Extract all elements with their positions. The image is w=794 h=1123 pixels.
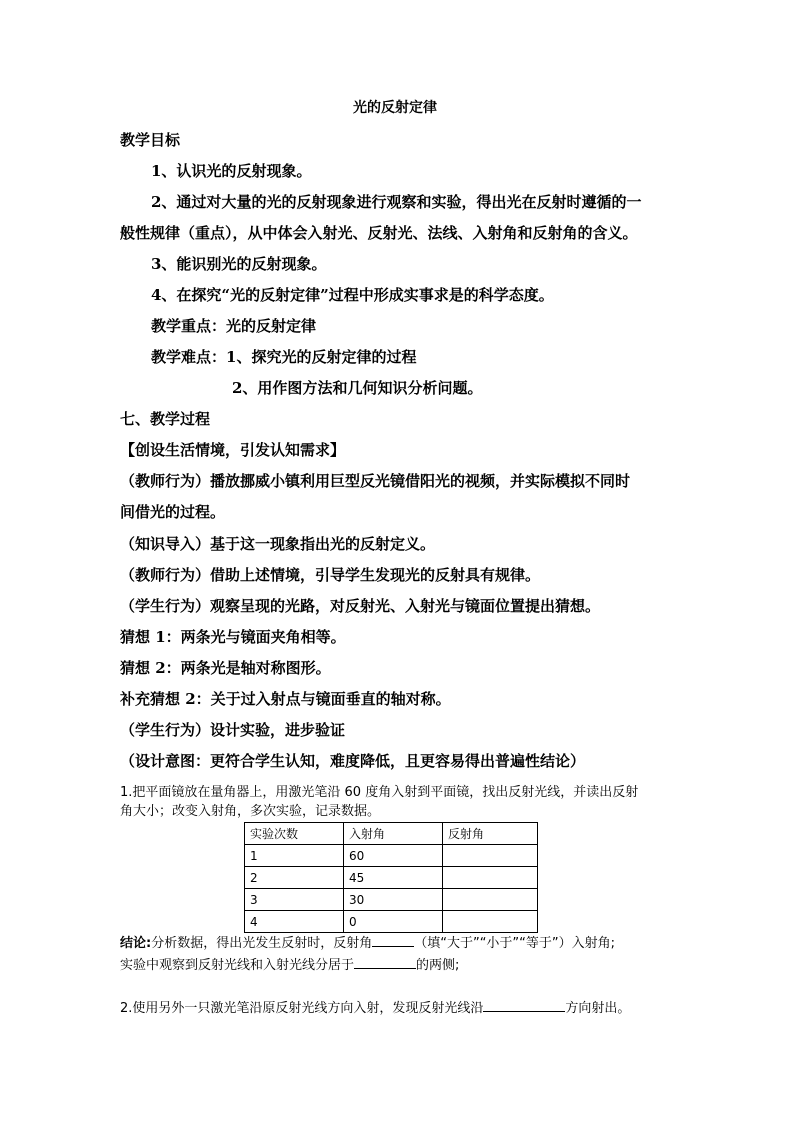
table-cell — [443, 889, 538, 911]
process-line-2: 间借光的过程。 — [120, 503, 226, 521]
conclusion-line-1 — [120, 932, 615, 954]
table-header-cell: 入射角 — [344, 823, 443, 845]
experiment-2-line — [120, 997, 630, 1019]
table-cell: 1 — [245, 845, 344, 867]
process-line-9: （学生行为）设计实验，进步验证 — [120, 721, 346, 739]
table-row — [245, 845, 538, 867]
table-cell: 45 — [344, 867, 443, 889]
table-row — [245, 889, 538, 911]
process-line-4: （教师行为）借助上述情境，引导学生发现光的反射具有规律。 — [120, 566, 541, 584]
design-intent: （设计意图：更符合学生认知，难度降低，且更容易得出普遍性结论） — [120, 752, 586, 770]
answer-blank-1[interactable] — [372, 932, 414, 947]
table-cell: 3 — [245, 889, 344, 911]
conclusion-text-2: （填“大于”“小于”“等于”）入射角; — [414, 936, 616, 951]
guess-2-supplement: 补充猜想 2：关于过入射点与镜面垂直的轴对称。 — [120, 690, 451, 708]
conclusion-line-2 — [120, 954, 459, 976]
objective-2-cont: 般性规律（重点），从中体会入射光、反射光、法线、入射角和反射角的含义。 — [120, 224, 638, 242]
table-cell — [443, 867, 538, 889]
experiment-1-line-1: 1.把平面镜放在量角器上，用激光笔沿 60 度角入射到平面镜，找出反射光线，并读出反射 — [120, 785, 639, 800]
answer-blank-2[interactable] — [354, 954, 416, 969]
process-line-3: （知识导入）基于这一现象指出光的反射定义。 — [120, 535, 436, 553]
table-cell: 0 — [344, 911, 443, 933]
objective-1: 1、认识光的反射现象。 — [151, 162, 312, 180]
process-line-1: （教师行为）播放挪威小镇利用巨型反光镜借阳光的视频，并实际模拟不同时 — [120, 472, 631, 490]
experiment-2-text-1: 2.使用另外一只激光笔沿原反射光线方向入射，发现反射光线沿 — [120, 1001, 484, 1016]
table-cell: 4 — [245, 911, 344, 933]
difficulty-1: 教学难点：1、探究光的反射定律的过程 — [151, 348, 417, 366]
table-row — [245, 867, 538, 889]
table-header-cell: 实验次数 — [245, 823, 344, 845]
table-row — [245, 911, 538, 933]
difficulty-2: 2、用作图方法和几何知识分析问题。 — [232, 379, 483, 397]
table-cell: 2 — [245, 867, 344, 889]
guess-1: 猜想 1：两条光与镜面夹角相等。 — [120, 628, 346, 646]
key-point: 教学重点：光的反射定律 — [151, 317, 317, 335]
answer-blank-3[interactable] — [483, 997, 565, 1012]
document-title: 光的反射定律 — [353, 100, 437, 116]
table-header-cell: 反射角 — [443, 823, 538, 845]
objective-2: 2、通过对大量的光的反射现象进行观察和实验，得出光在反射时遵循的一 — [151, 193, 642, 211]
table-cell: 30 — [344, 889, 443, 911]
guess-2: 猜想 2：两条光是轴对称图形。 — [120, 659, 331, 677]
conclusion-text-1: 分析数据，得出光发生反射时，反射角 — [151, 936, 373, 951]
process-line-5: （学生行为）观察呈现的光路，对反射光、入射光与镜面位置提出猜想。 — [120, 597, 601, 615]
table-cell — [443, 845, 538, 867]
conclusion-label: 结论: — [120, 936, 152, 951]
table-cell — [443, 911, 538, 933]
process-heading: 七、教学过程 — [120, 410, 211, 428]
conclusion-text-3: 实验中观察到反射光线和入射光线分居于 — [120, 958, 355, 973]
conclusion-text-4: 的两侧; — [416, 958, 460, 973]
objective-3: 3、能识别光的反射现象。 — [151, 255, 327, 273]
table-header-row — [245, 823, 538, 845]
objectives-heading: 教学目标 — [120, 131, 181, 149]
data-table — [244, 822, 538, 933]
section-heading: 【创设生活情境，引发认知需求】 — [120, 441, 346, 459]
objective-4: 4、在探究“光的反射定律”过程中形成实事求是的科学态度。 — [151, 286, 554, 304]
table-cell: 60 — [344, 845, 443, 867]
experiment-2-text-2: 方向射出。 — [565, 1001, 631, 1016]
experiment-1-line-2: 角大小；改变入射角，多次实验，记录数据。 — [120, 804, 381, 819]
